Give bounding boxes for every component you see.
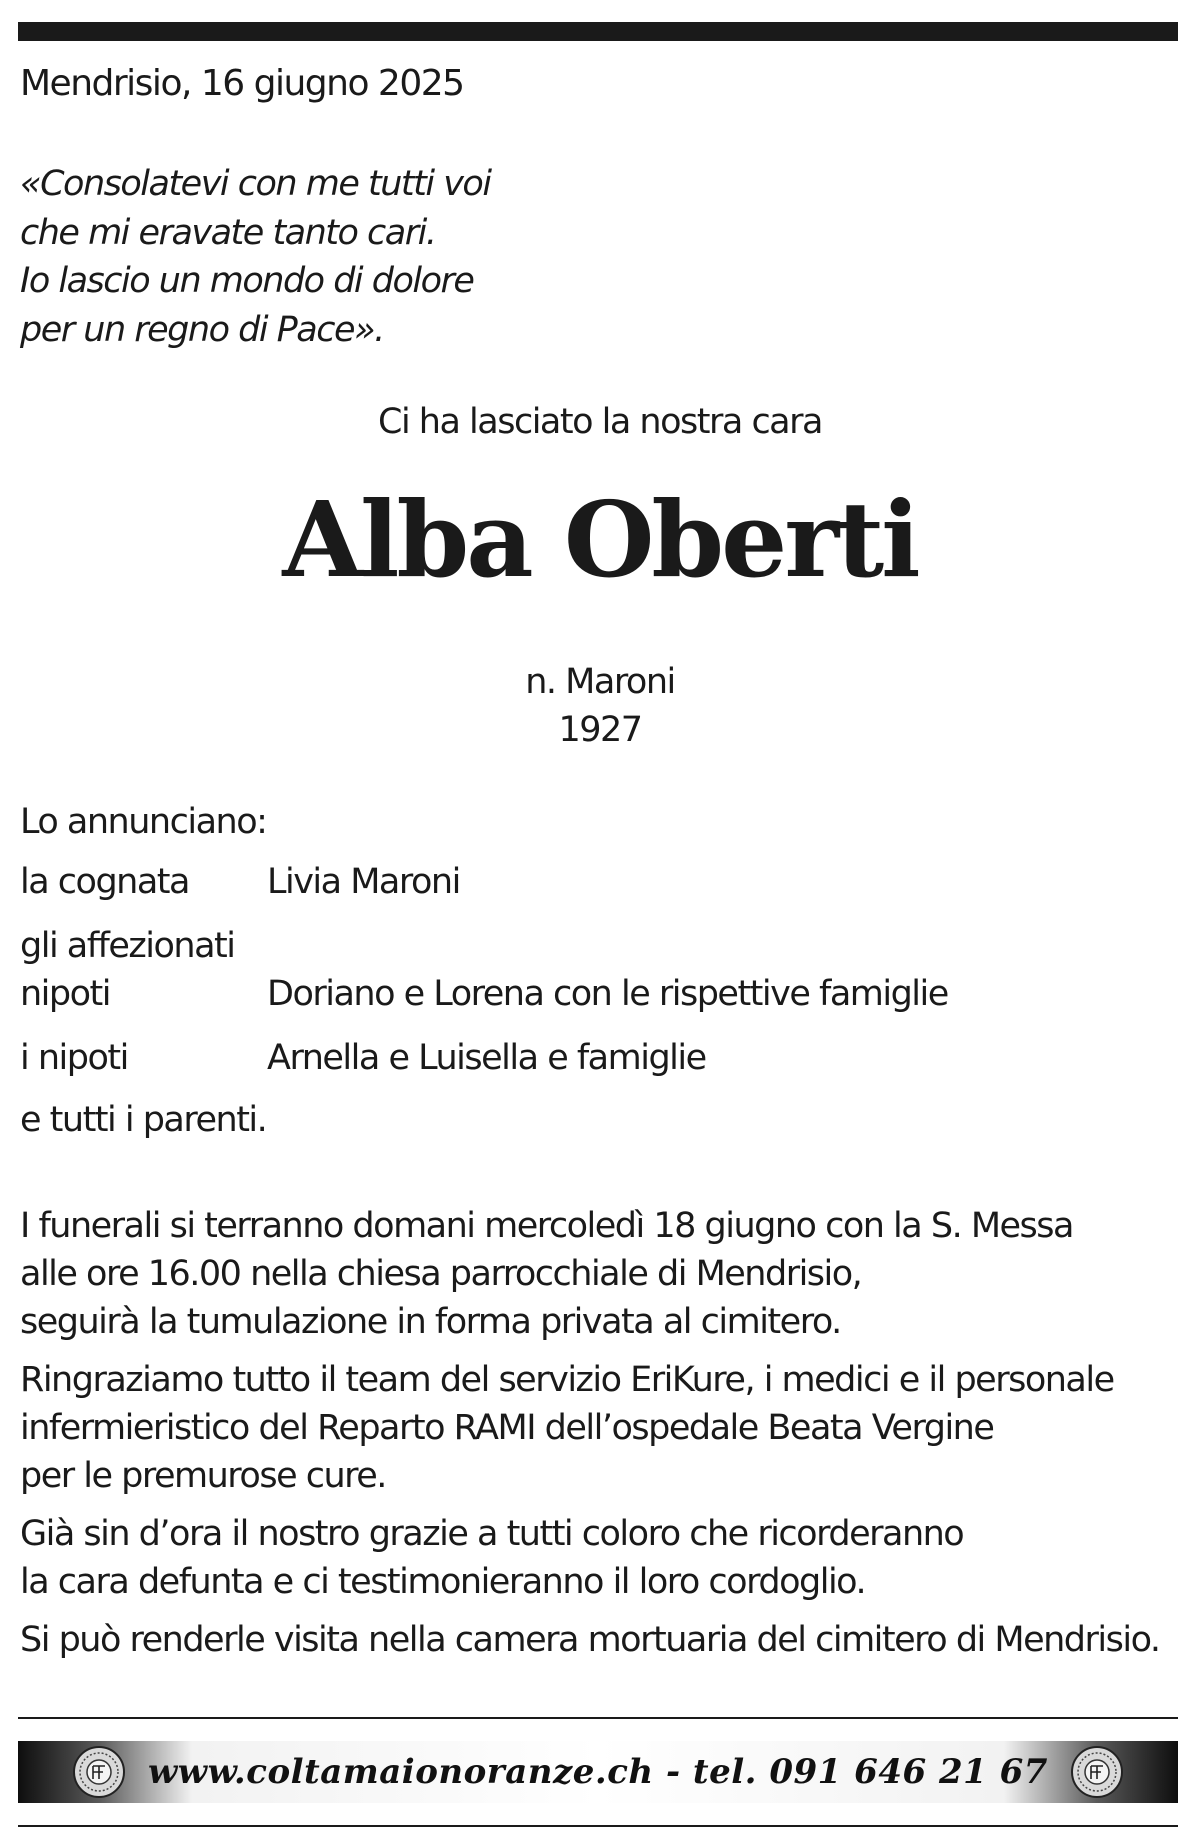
announcer-relation-line: nipoti: [20, 974, 110, 1014]
announcers-section: [20, 800, 948, 1144]
notice-body: [20, 1202, 1160, 1674]
quote-line: per un regno di Pace».: [20, 309, 384, 350]
announcer-names: Livia Maroni: [267, 862, 460, 902]
paragraph-line: infermieristico del Reparto RAMI dell’ospedale Beata Vergine: [20, 1408, 994, 1448]
paragraph-line: I funerali si terranno domani mercoledì 18 giugno con la S. Messa: [20, 1206, 1073, 1246]
announcer-row: [20, 922, 948, 1018]
birth-year: 1927: [558, 710, 642, 750]
announcer-relation: la cognata: [20, 862, 189, 902]
quote-line: «Consolatevi con me tutti voi: [20, 164, 491, 204]
announcers-closing: e tutti i parenti.: [20, 1100, 267, 1140]
footer-top-rule: [18, 1717, 1178, 1719]
footer-band: [18, 1741, 1178, 1803]
announcers-lead: Lo annunciano:: [20, 802, 267, 842]
funeral-home-seal-icon: [1070, 1745, 1124, 1799]
announcer-relation: i nipoti: [20, 1038, 128, 1078]
footer-contact: www.coltamaionoranze.ch - tel. 091 646 21 67: [148, 1752, 1048, 1792]
paragraph-line: Ringraziamo tutto il team del servizio EriKure, i medici e il personale: [20, 1360, 1114, 1400]
top-rule: [18, 22, 1178, 41]
announcer-row: [20, 858, 948, 906]
paragraph-line: Si può renderle visita nella camera mortuaria del cimitero di Mendrisio.: [20, 1620, 1160, 1660]
paragraph-line: Già sin d’ora il nostro grazie a tutti coloro che ricorderanno: [20, 1514, 964, 1554]
maiden-name: n. Maroni: [525, 662, 675, 702]
paragraph-line: la cara defunta e ci testimonieranno il loro cordoglio.: [20, 1562, 866, 1602]
paragraph-line: seguirà la tumulazione in forma privata al cimitero.: [20, 1302, 841, 1342]
thanks-paragraph: [20, 1356, 1160, 1500]
visit-paragraph: [20, 1616, 1160, 1664]
deceased-name: Alba Oberti: [282, 478, 918, 601]
deceased-details: [0, 658, 1200, 754]
notice-intro: Ci ha lasciato la nostra cara: [378, 402, 822, 442]
dateline: Mendrisio, 16 giugno 2025: [20, 63, 464, 104]
announcer-row: [20, 1034, 948, 1082]
announcer-relation-line: gli affezionati: [20, 926, 235, 966]
announcer-names: Arnella e Luisella e famiglie: [267, 1038, 706, 1078]
quote-line: che mi eravate tanto cari.: [20, 212, 436, 253]
quote-line: Io lascio un mondo di dolore: [20, 261, 474, 301]
announcer-names: Doriano e Lorena con le rispettive famiglie: [267, 974, 948, 1014]
funeral-home-seal-icon: [72, 1745, 126, 1799]
paragraph-line: per le premurose cure.: [20, 1456, 386, 1496]
gratitude-paragraph: [20, 1510, 1160, 1606]
footer-bottom-rule: [18, 1825, 1178, 1827]
opening-quote: [20, 160, 491, 354]
announcer-relation: [20, 922, 267, 1018]
paragraph-line: alle ore 16.00 nella chiesa parrocchiale di Mendrisio,: [20, 1254, 862, 1294]
funeral-paragraph: [20, 1202, 1160, 1346]
